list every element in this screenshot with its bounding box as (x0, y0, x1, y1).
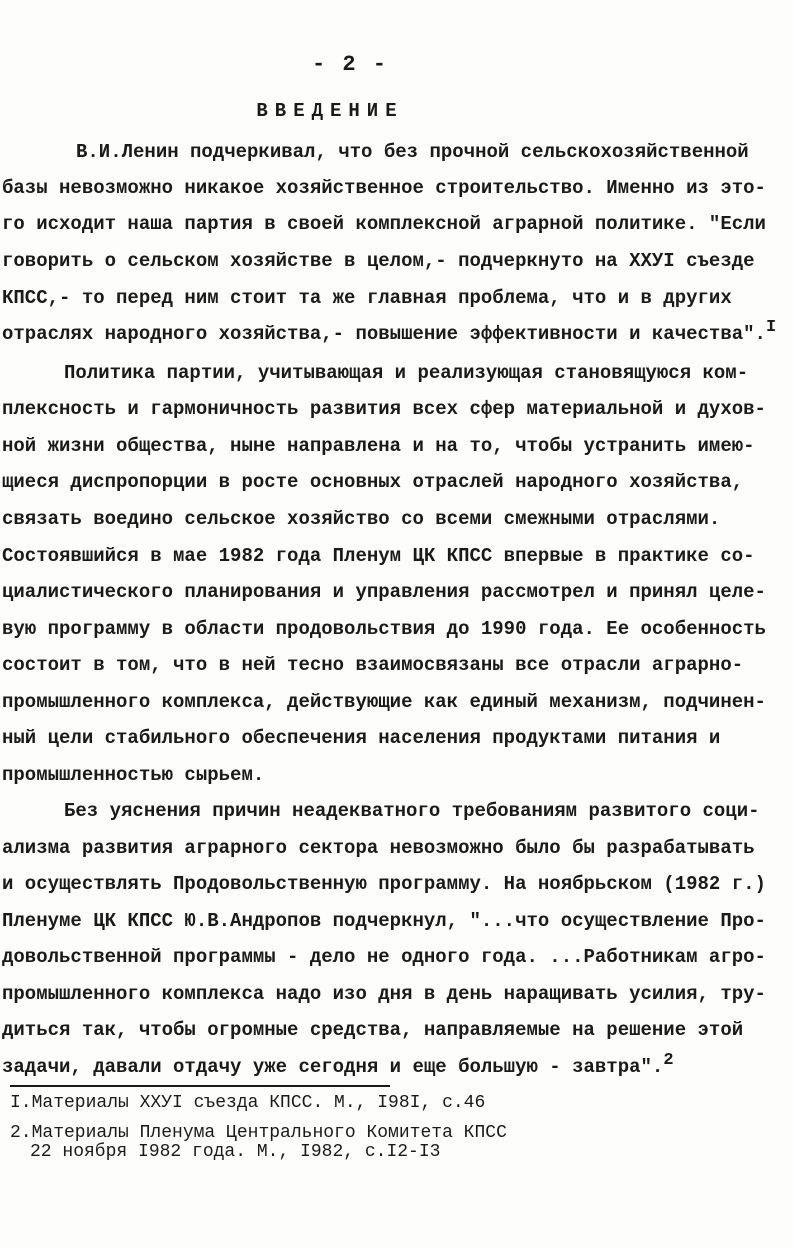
text-line: состоит в том, что в ней тесно взаимосвязаны все отрасли аграрно- (2, 654, 744, 676)
text-line: циалистического планирования и управления рассмотрел и принял целе- (2, 581, 766, 603)
text-line-with-footnote (2, 1051, 674, 1081)
text-line: и осуществлять Продовольственную программу. На ноябрьском (1982 г.) (2, 873, 766, 895)
text-line: промышленностью сырьем. (2, 764, 265, 786)
text-line: го исходит наша партия в своей комплексной аграрной политике. "Если (2, 213, 766, 235)
text-line: довольственной программы - дело не одного года. ...Работникам агро- (2, 946, 766, 968)
text-line: задачи, давали отдачу уже сегодня и еще большую - завтра". (2, 1056, 664, 1078)
text-line: плексность и гармоничность развития всех сфер материальной и духов- (2, 398, 766, 420)
text-line: Пленуме ЦК КПСС Ю.В.Андропов подчеркнул, "...что осуществление Про- (2, 910, 766, 932)
footnote-1: I.Материалы XXУI съезда КПСС. М., I98I, с.46 (10, 1093, 486, 1113)
footnote-divider (10, 1085, 390, 1087)
text-line: ализма развития аграрного сектора невозможно было бы разрабатывать (2, 837, 755, 859)
text-line: диться так, чтобы огромные средства, направляемые на решение этой (2, 1019, 744, 1041)
text-line: ный цели стабильного обеспечения населения продуктами питания и (2, 727, 721, 749)
text-line-with-footnote (2, 318, 777, 348)
page-heading: ВВЕДЕНИЕ (256, 100, 404, 122)
text-line: промышленного комплекса надо изо дня в день наращивать усилия, тру- (2, 983, 766, 1005)
text-line: КПСС,- то перед ним стоит та же главная проблема, что и в других (2, 287, 732, 309)
text-line: ной жизни общества, ныне направлена и на то, чтобы устранить имею- (2, 435, 755, 457)
text-line: В.И.Ленин подчеркивал, что без прочной сельскохозяйственной (76, 141, 749, 163)
footnote-2-continuation: 22 ноября I982 года. М., I982, с.I2-I3 (30, 1142, 441, 1162)
text-line: промышленного комплекса, действующие как единый механизм, подчинен- (2, 691, 766, 713)
text-line: Без уяснения причин неадекватного требованиям развитого соци- (64, 800, 760, 822)
text-line: Политика партии, учитывающая и реализующая становящуюся ком- (64, 362, 749, 384)
footnote-mark: I (765, 318, 777, 337)
text-line: Состоявшийся в мае 1982 года Пленум ЦК КПСС впервые в практике со- (2, 545, 755, 567)
text-line: вую программу в области продовольствия до 1990 года. Ее особенность (2, 618, 766, 640)
text-line: щиеся диспропорции в росте основных отраслей народного хозяйства, (2, 471, 744, 493)
text-line: базы невозможно никакое хозяйственное строительство. Именно из это- (2, 177, 766, 199)
text-line: отраслях народного хозяйства,- повышение эффективности и качества". (2, 323, 766, 345)
text-line: говорить о сельском хозяйстве в целом,- подчеркнуто на XXУI съезде (2, 250, 755, 272)
text-line: связать воедино сельское хозяйство со всеми смежными отраслями. (2, 508, 721, 530)
page-number: - 2 - (311, 52, 388, 77)
footnote-2: 2.Материалы Пленума Центрального Комитета КПСС (10, 1123, 507, 1143)
footnote-mark: 2 (663, 1051, 674, 1070)
